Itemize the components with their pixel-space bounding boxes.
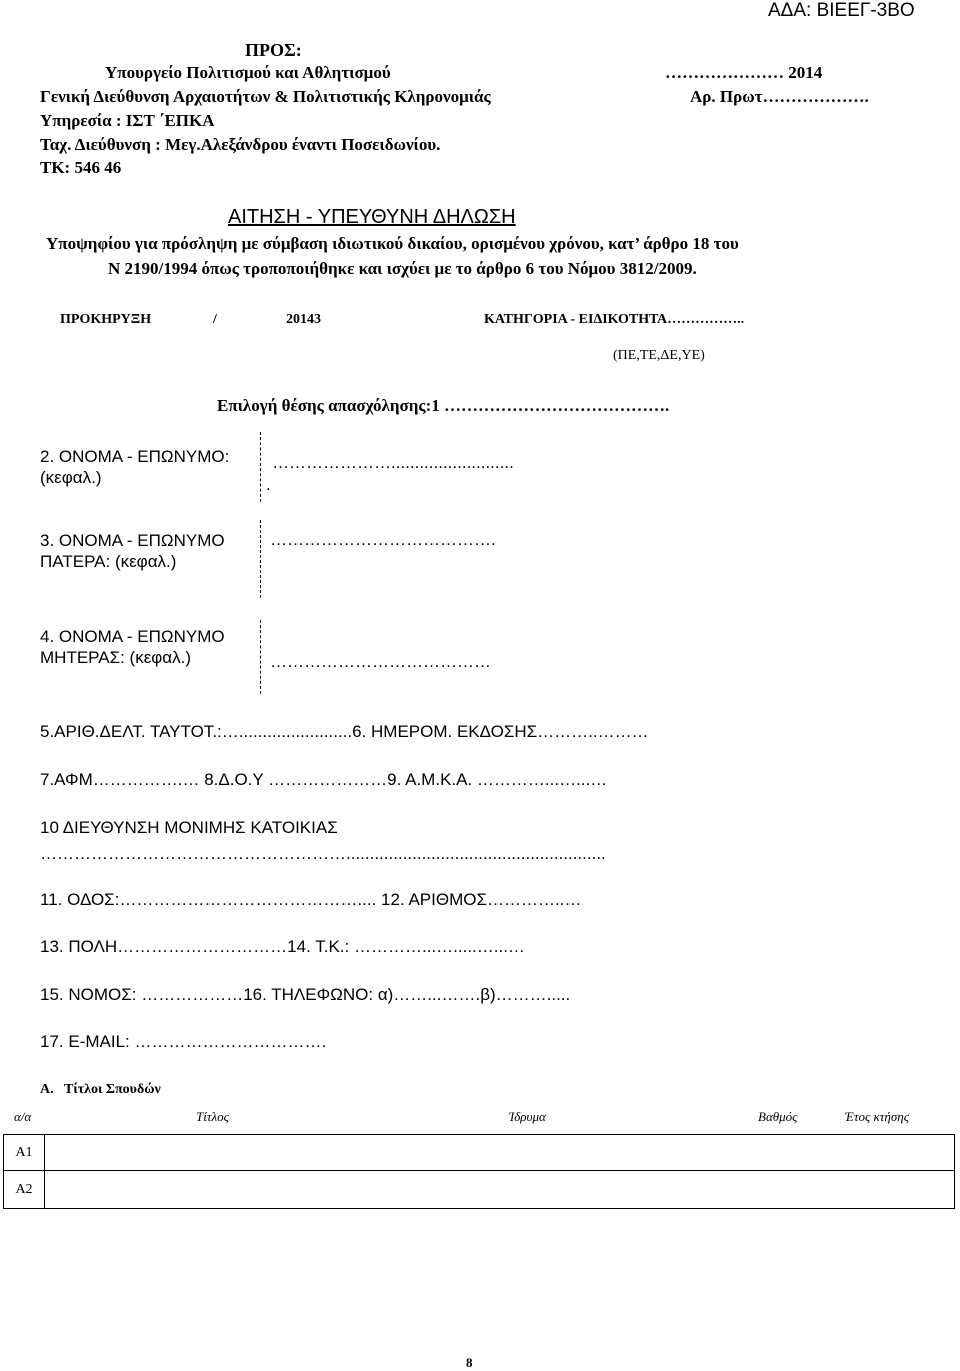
tax-number-line[interactable]: 7.ΑΦΜ…………….… 8.Δ.Ο.Υ …………………9. Α.Μ.Κ.Α. …………...…...… — [40, 770, 608, 789]
announcement-year: 20143 — [286, 312, 321, 327]
table-cell[interactable] — [45, 1171, 955, 1209]
field-divider — [260, 520, 261, 598]
address-value[interactable]: ………………………………………………....................................................... — [40, 844, 606, 863]
page-title: ΑΙΤΗΣΗ - ΥΠΕΥΘΥΝΗ ΔΗΛΩΣΗ — [228, 206, 516, 228]
page-number: 8 — [466, 1355, 473, 1370]
studies-section-title: Τίτλοι Σπουδών — [64, 1082, 161, 1097]
recipient-line-2: Γενική Διεύθυνση Αρχαιοτήτων & Πολιτιστικής Κληρονομιάς — [40, 87, 491, 106]
father-field-block — [40, 530, 250, 572]
heading-line-1: Υποψηφίου για πρόσληψη με σύμβαση ιδιωτικού δικαίου, ορισμένου χρόνου, κατ’ άρθρο 18 του — [46, 234, 739, 253]
recipient-line-3: Υπηρεσία : ΙΣΤ ΄ΕΠΚΑ — [40, 111, 215, 130]
studies-header-index: α/α — [14, 1109, 32, 1124]
to-label: ΠΡΟΣ: — [245, 40, 302, 60]
announcement-slash: / — [213, 312, 217, 327]
heading-line-2: Ν 2190/1994 όπως τροποποιήθηκε και ισχύει με το άρθρο 6 του Νόμου 3812/2009. — [108, 259, 697, 278]
recipient-line-5: ΤΚ: 546 46 — [40, 158, 122, 177]
category-note: (ΠΕ,ΤΕ,ΔΕ,ΥΕ) — [613, 348, 705, 363]
studies-header-year: Έτος κτήσης — [845, 1109, 909, 1124]
full-name-value[interactable]: ………………….......................... — [272, 453, 514, 472]
mother-field-block — [40, 626, 250, 668]
field-divider — [260, 620, 261, 694]
mother-name-label: 4. ΟΝΟΜΑ - ΕΠΩΝΥΜΟ ΜΗΤΕΡΑΣ: (κεφαλ.) — [40, 627, 225, 667]
table-row — [4, 1135, 955, 1171]
table-cell[interactable] — [45, 1135, 955, 1171]
ada-code: ΑΔΑ: ΒΙΕΕΓ-3ΒΟ — [768, 0, 915, 21]
studies-section-label: Α. — [40, 1082, 54, 1097]
protocol-line: Αρ. Πρωτ………………. — [690, 87, 869, 106]
row-index: Α1 — [4, 1135, 45, 1171]
father-name-label: 3. ΟΝΟΜΑ - ΕΠΩΝΥΜΟ ΠΑΤΕΡΑ: (κεφαλ.) — [40, 531, 225, 571]
full-name-label: 2. ΟΝΟΜΑ - ΕΠΩΝΥΜΟ: (κεφαλ.) — [40, 447, 230, 487]
address-label: 10 ΔΙΕΥΘΥΝΣΗ ΜΟΝΙΜΗΣ ΚΑΤΟΙΚΙΑΣ — [40, 818, 338, 837]
studies-header-title: Τίτλος — [196, 1109, 229, 1124]
email-line[interactable]: 17. E-MAIL: ……………………………. — [40, 1032, 327, 1051]
id-number-line[interactable]: 5.ΑΡΙΘ.ΔΕΛΤ. ΤΑΥΤΟΤ.:…........................6. ΗΜΕΡΟΜ. ΕΚΔΟΣΗΣ………..……… — [40, 722, 649, 741]
announcement-category: ΚΑΤΗΓΟΡΙΑ - ΕΙΔΙΚΟΤΗΤΑ…………….. — [484, 312, 745, 327]
father-name-field-label — [40, 446, 250, 488]
full-name-value-tail: . — [266, 475, 271, 494]
mother-name-value[interactable]: ………………………………… — [270, 652, 491, 671]
city-line[interactable]: 13. ΠΟΛΗ…………………………14. Τ.Κ.: …………...….....…...… — [40, 937, 525, 956]
studies-header-grade: Βαθμός — [758, 1109, 798, 1124]
recipient-line-1: Υπουργείο Πολιτισμού και Αθλητισμού — [105, 63, 391, 82]
studies-header-institution: Ίδρυμα — [509, 1109, 546, 1124]
row-index: Α2 — [4, 1171, 45, 1209]
table-row — [4, 1171, 955, 1209]
studies-table — [3, 1134, 955, 1209]
announcement-label: ΠΡΟΚΗΡΥΞΗ — [60, 312, 152, 327]
field-divider — [260, 432, 261, 502]
date-line: ………………… 2014 — [665, 63, 823, 82]
street-line[interactable]: 11. ΟΔΟΣ:…………………………………….... 12. ΑΡΙΘΜΟΣ…………..… — [40, 890, 582, 909]
father-name-value[interactable]: …………………………………. — [270, 530, 496, 549]
position-choice: Επιλογή θέσης απασχόλησης:1 …………………………………. — [217, 396, 670, 415]
recipient-line-4: Ταχ. Διεύθυνση : Μεγ.Αλεξάνδρου έναντι Ποσειδωνίου. — [40, 135, 441, 154]
prefecture-phone-line[interactable]: 15. ΝΟΜΟΣ: ………………16. ΤΗΛΕΦΩΝΟ: α)……...…….β)………..... — [40, 985, 571, 1004]
